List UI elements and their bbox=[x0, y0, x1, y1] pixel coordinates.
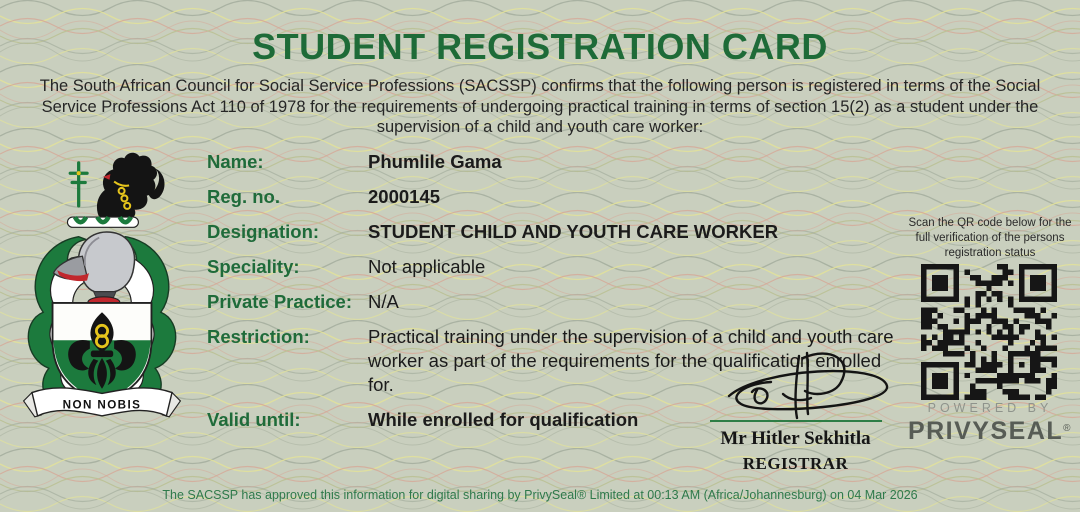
registrar-title: REGISTRAR bbox=[742, 454, 849, 473]
field-row-designation bbox=[207, 220, 907, 244]
field-value: Phumlile Gama bbox=[368, 151, 502, 172]
field-label: Private Practice: bbox=[207, 291, 353, 312]
approval-footer: The SACSSP has approved this information for digital sharing by PrivySeal® Limited at 00:13 AM (Africa/Johannesburg) on 04 Mar 2026 bbox=[162, 488, 918, 502]
qr-caption: Scan the QR code below for the full verification of the persons registration status bbox=[908, 217, 1072, 259]
registrar-name: Mr Hitler Sekhitla bbox=[720, 428, 871, 449]
field-value: While enrolled for qualification bbox=[368, 409, 639, 430]
signature-line bbox=[710, 420, 882, 422]
registered-trademark-symbol: ® bbox=[1063, 423, 1073, 434]
field-row-reg-no bbox=[207, 185, 907, 209]
cross-staff-icon bbox=[70, 163, 87, 206]
field-row-speciality bbox=[207, 255, 907, 279]
privyseal-branding bbox=[898, 401, 1080, 446]
field-label: Valid until: bbox=[207, 409, 301, 430]
signature-block bbox=[688, 350, 903, 474]
privyseal-logo bbox=[898, 417, 1080, 446]
field-row-private-practice bbox=[207, 290, 907, 314]
field-value: Practical training under the supervision of a child and youth care worker as part of the requirements for the qualification enrolled for. bbox=[368, 326, 894, 395]
field-value: 2000145 bbox=[368, 186, 441, 207]
qr-code bbox=[921, 264, 1057, 400]
field-row-name bbox=[207, 150, 907, 174]
lion-icon bbox=[97, 153, 165, 224]
privyseal-wordmark: PRIVYSEAL bbox=[907, 417, 1064, 445]
motto-text: NON NOBIS bbox=[62, 398, 142, 412]
powered-by-label: POWERED BY bbox=[927, 401, 1053, 415]
field-label: Restriction: bbox=[207, 326, 310, 347]
torse-wreath bbox=[67, 217, 138, 227]
field-label: Speciality: bbox=[207, 256, 300, 277]
field-value: STUDENT CHILD AND YOUTH CARE WORKER bbox=[368, 221, 779, 242]
field-value: N/A bbox=[368, 291, 399, 312]
intro-paragraph: The South African Council for Social Service Professions (SACSSP) confirms that the following person is registered in terms of the Social Service Professions Act 110 of 1978 for the requirements of undergoing practical training in terms of section 15(2) as a student under the supervision of a child and youth care worker: bbox=[39, 77, 1041, 136]
field-value: Not applicable bbox=[368, 256, 486, 277]
field-label: Name: bbox=[207, 151, 264, 172]
field-label: Designation: bbox=[207, 221, 320, 242]
page-title: STUDENT REGISTRATION CARD bbox=[252, 26, 828, 67]
signature-scribble bbox=[691, 350, 901, 420]
field-label: Reg. no. bbox=[207, 186, 280, 207]
sacssp-crest bbox=[12, 148, 192, 428]
